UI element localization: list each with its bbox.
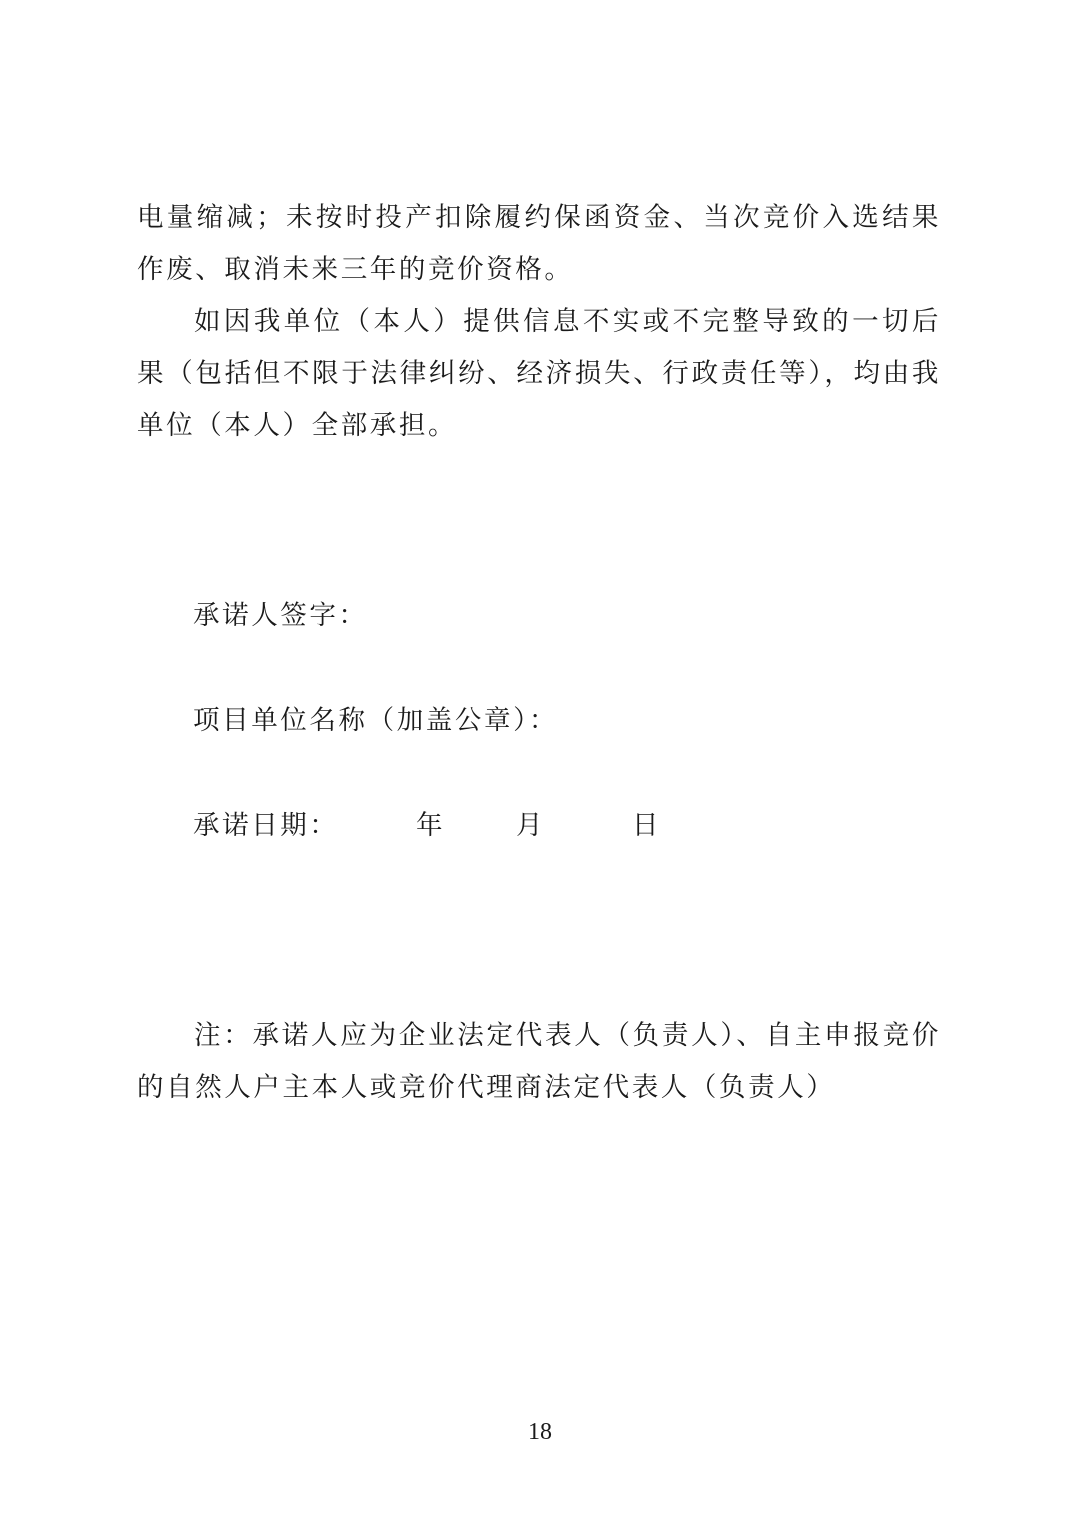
commitment-date-label: 承诺日期： <box>193 810 339 841</box>
paragraph-consequences: 电量缩减；未按时投产扣除履约保函资金、当次竞价入选结果作废、取消未来三年的竞价资格。 <box>137 202 941 285</box>
paragraph-liability: 如因我单位（本人）提供信息不实或不完整导致的一切后果（包括但不限于法律纠纷、经济损失、行政责任等），均由我单位（本人）全部承担。 <box>137 306 941 441</box>
body-text <box>137 192 941 452</box>
page-number: 18 <box>528 1419 552 1445</box>
signer-signature-label: 承诺人签字： <box>193 600 368 631</box>
date-month-label: 月 <box>516 810 543 841</box>
unit-name-label: 项目单位名称（加盖公章）： <box>193 705 559 736</box>
date-day-label: 日 <box>632 810 659 841</box>
note-text: 注：承诺人应为企业法定代表人（负责人）、自主申报竞价的自然人户主本人或竞价代理商法定代表人（负责人） <box>137 1020 941 1103</box>
date-year-label: 年 <box>416 810 443 841</box>
note-section <box>137 1010 941 1114</box>
